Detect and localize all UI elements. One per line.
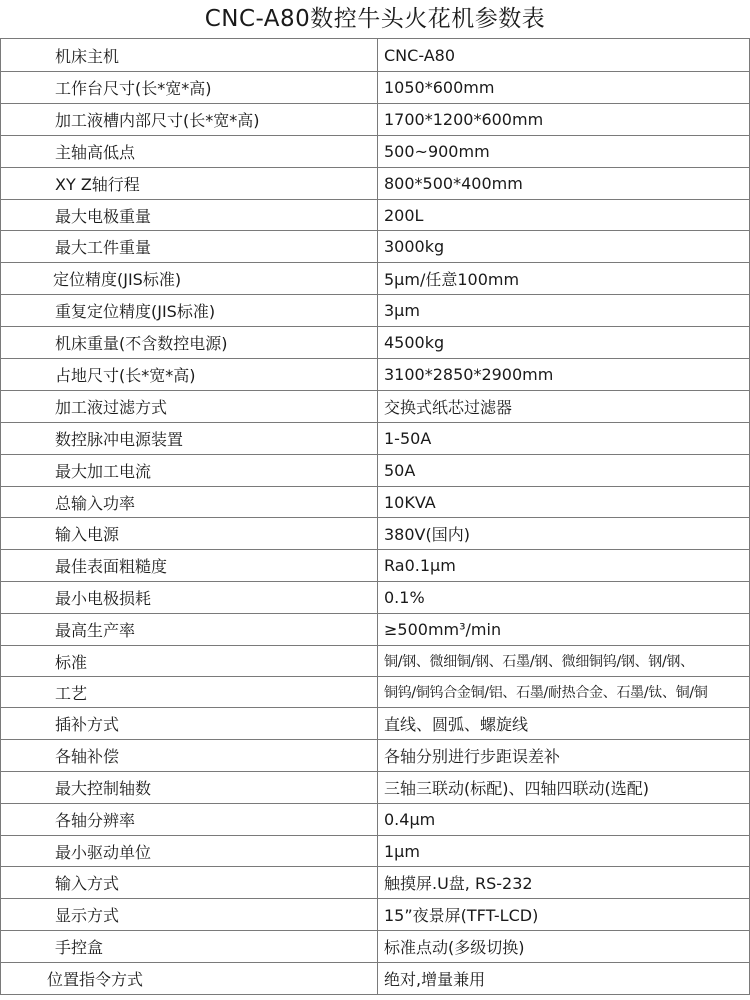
table-row bbox=[1, 390, 750, 422]
param-name: 最大电极重量 bbox=[1, 199, 378, 231]
param-value: 0.1% bbox=[378, 582, 750, 614]
param-name: 最大控制轴数 bbox=[1, 771, 378, 803]
param-name: 最佳表面粗糙度 bbox=[1, 550, 378, 582]
table-row bbox=[1, 835, 750, 867]
table-row bbox=[1, 518, 750, 550]
table-row bbox=[1, 454, 750, 486]
param-value: CNC-A80 bbox=[378, 39, 750, 72]
param-value: 各轴分别进行步距误差补 bbox=[378, 739, 750, 771]
table-row-standard bbox=[1, 646, 750, 677]
table-row bbox=[1, 135, 750, 167]
table-row bbox=[1, 931, 750, 963]
param-value: 500~900mm bbox=[378, 135, 750, 167]
param-name: 最大加工电流 bbox=[1, 454, 378, 486]
param-value: 交换式纸芯过滤器 bbox=[378, 390, 750, 422]
page-title: CNC-A80数控牛头火花机参数表 bbox=[204, 6, 546, 32]
param-value: 触摸屏.U盘, RS-232 bbox=[378, 867, 750, 899]
table-row bbox=[1, 327, 750, 359]
table-row bbox=[1, 582, 750, 614]
table-row bbox=[1, 167, 750, 199]
param-name: 最大工件重量 bbox=[1, 231, 378, 263]
table-row bbox=[1, 771, 750, 803]
param-name: 手控盒 bbox=[1, 931, 378, 963]
param-value: 3100*2850*2900mm bbox=[378, 359, 750, 391]
param-name-process: 工艺 bbox=[1, 677, 378, 708]
table-row bbox=[1, 231, 750, 263]
table-row bbox=[1, 550, 750, 582]
param-value: 绝对,增量兼用 bbox=[378, 963, 750, 995]
table-row bbox=[1, 199, 750, 231]
table-row bbox=[1, 263, 750, 295]
param-value: 10KVA bbox=[378, 486, 750, 518]
param-value: Ra0.1μm bbox=[378, 550, 750, 582]
table-row bbox=[1, 295, 750, 327]
param-name: 最小驱动单位 bbox=[1, 835, 378, 867]
param-name: 数控脉冲电源装置 bbox=[1, 422, 378, 454]
param-value: 直线、圆弧、螺旋线 bbox=[378, 708, 750, 740]
table-row bbox=[1, 708, 750, 740]
param-name: 主轴高低点 bbox=[1, 135, 378, 167]
table-row bbox=[1, 39, 750, 72]
param-name: 各轴补偿 bbox=[1, 739, 378, 771]
param-value: 3μm bbox=[378, 295, 750, 327]
param-name: 插补方式 bbox=[1, 708, 378, 740]
table-row bbox=[1, 614, 750, 646]
param-value: 1-50A bbox=[378, 422, 750, 454]
table-row bbox=[1, 739, 750, 771]
spec-table bbox=[0, 38, 750, 995]
table-row bbox=[1, 422, 750, 454]
param-name: 位置指令方式 bbox=[1, 963, 378, 995]
param-value: 3000kg bbox=[378, 231, 750, 263]
param-name: 各轴分辨率 bbox=[1, 803, 378, 835]
param-name: 机床重量(不含数控电源) bbox=[1, 327, 378, 359]
param-name: 加工液槽内部尺寸(长*宽*高) bbox=[1, 103, 378, 135]
param-value: 标准点动(多级切换) bbox=[378, 931, 750, 963]
param-value: 15”夜景屏(TFT-LCD) bbox=[378, 899, 750, 931]
param-name: XY Z轴行程 bbox=[1, 167, 378, 199]
table-row bbox=[1, 963, 750, 995]
param-name: 占地尺寸(长*宽*高) bbox=[1, 359, 378, 391]
table-row bbox=[1, 359, 750, 391]
param-name: 最小电极损耗 bbox=[1, 582, 378, 614]
param-value: 1μm bbox=[378, 835, 750, 867]
table-row bbox=[1, 803, 750, 835]
param-name: 最高生产率 bbox=[1, 614, 378, 646]
param-name: 显示方式 bbox=[1, 899, 378, 931]
param-value: ≥500mm³/min bbox=[378, 614, 750, 646]
param-value: 1700*1200*600mm bbox=[378, 103, 750, 135]
param-name: 输入方式 bbox=[1, 867, 378, 899]
param-value: 200L bbox=[378, 199, 750, 231]
param-value-standard-line2: 铜钨/铜钨合金铜/铝、石墨/耐热合金、石墨/钛、铜/铜 bbox=[378, 677, 750, 708]
table-row-process bbox=[1, 677, 750, 708]
table-row bbox=[1, 486, 750, 518]
param-value: 5μm/任意100mm bbox=[378, 263, 750, 295]
table-row bbox=[1, 103, 750, 135]
param-value: 4500kg bbox=[378, 327, 750, 359]
param-value: 0.4μm bbox=[378, 803, 750, 835]
param-value: 1050*600mm bbox=[378, 72, 750, 104]
param-value: 380V(国内) bbox=[378, 518, 750, 550]
table-row bbox=[1, 72, 750, 104]
param-name: 总输入功率 bbox=[1, 486, 378, 518]
param-value: 800*500*400mm bbox=[378, 167, 750, 199]
param-value-standard-line1: 铜/钢、微细铜/钢、石墨/钢、微细铜钨/钢、钢/钢、 bbox=[378, 646, 750, 677]
param-name: 重复定位精度(JIS标准) bbox=[1, 295, 378, 327]
table-row bbox=[1, 867, 750, 899]
param-value: 50A bbox=[378, 454, 750, 486]
param-name-standard: 标准 bbox=[1, 646, 378, 677]
param-name: 工作台尺寸(长*宽*高) bbox=[1, 72, 378, 104]
param-value: 三轴三联动(标配)、四轴四联动(选配) bbox=[378, 771, 750, 803]
table-row bbox=[1, 899, 750, 931]
param-name: 定位精度(JIS标准) bbox=[1, 263, 378, 295]
param-name: 输入电源 bbox=[1, 518, 378, 550]
param-name: 机床主机 bbox=[1, 39, 378, 72]
param-name: 加工液过滤方式 bbox=[1, 390, 378, 422]
